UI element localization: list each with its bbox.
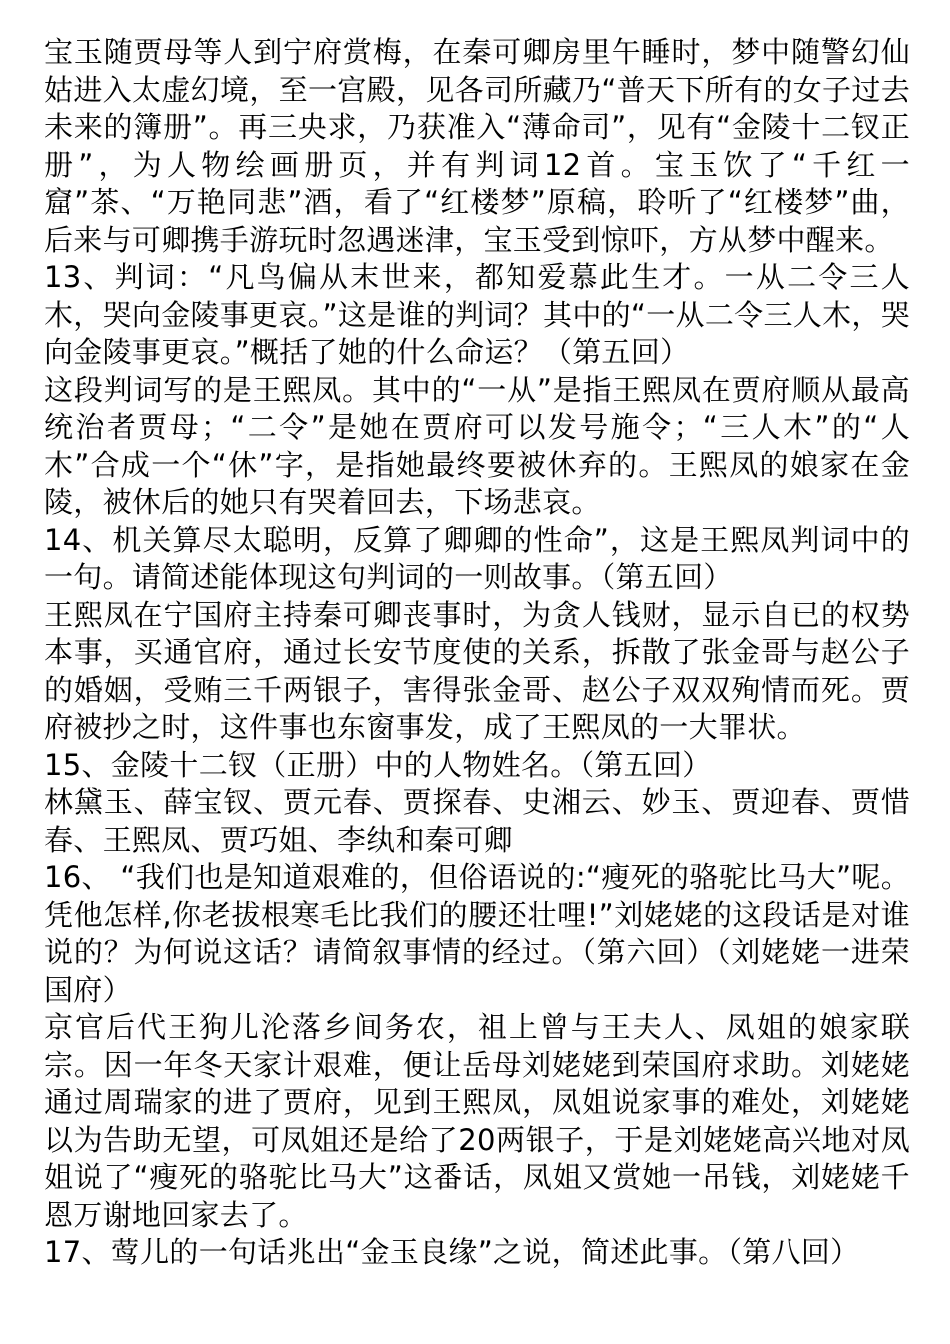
paragraph-chapter5-summary: 宝玉随贾母等人到宁府赏梅，在秦可卿房里午睡时，梦中随警幻仙姑进入太虚幻境，至一宫殿，见各司所藏乃“普天下所有的女子过去未来的簿册”。再三央求，乃获准入“薄命司”，见有“金陵十二钗正册”，为人物绘画册页，并有判词12首。宝玉饮了“千红一窟”茶、“万艳同悲”酒，看了“红楼梦”原稿，聆听了“红楼梦”曲，后来与可卿携手游玩时忽遇迷津，宝玉受到惊吓，方从梦中醒来。	[44, 35, 910, 257]
question-14: 14、机关算尽太聪明，反算了卿卿的性命”，这是王熙凤判词中的一句。请简述能体现这句判词的一则故事。（第五回）	[44, 522, 910, 594]
question-13: 13、判词：“凡鸟偏从末世来，都知爱慕此生才。一从二令三人木，哭向金陵事更哀。”这是谁的判词？其中的“一从二令三人木，哭向金陵事更哀。”概括了她的什么命运？（第五回）	[44, 260, 910, 369]
answer-16: 京官后代王狗儿沦落乡间务农，祖上曾与王夫人、凤姐的娘家联宗。因一年冬天家计艰难，便让岳母刘姥姥到荣国府求助。刘姥姥通过周瑞家的进了贾府，见到王熙凤，凤姐说家事的难处，刘姥姥以为告助无望，可凤姐还是给了20两银子，于是刘姥姥高兴地对凤姐说了“瘦死的骆驼比马大”这番话，凤姐又赏她一吊钱，刘姥姥千恩万谢地回家去了。	[44, 1010, 910, 1232]
answer-13: 这段判词写的是王熙凤。其中的“一从”是指王熙凤在贾府顺从最高统治者贾母；“二令”是她在贾府可以发号施令；“三人木”的“人木”合成一个“休”字，是指她最终要被休弃的。王熙凤的娘家在金陵，被休后的她只有哭着回去，下场悲哀。	[44, 372, 910, 519]
answer-14: 王熙凤在宁国府主持秦可卿丧事时，为贪人钱财，显示自已的权势本事，买通官府，通过长安节度使的关系，拆散了张金哥与赵公子的婚姻，受贿三千两银子，害得张金哥、赵公子双双殉情而死。贾府被抄之时，这件事也东窗事发，成了王熙凤的一大罪状。	[44, 597, 910, 744]
question-17: 17、莺儿的一句话兆出“金玉良缘”之说，简述此事。（第八回）	[44, 1235, 860, 1269]
document-page	[44, 34, 910, 1272]
answer-15: 林黛玉、薛宝钗、贾元春、贾探春、史湘云、妙玉、贾迎春、贾惜春、王熙凤、贾巧姐、李纨和秦可卿	[44, 785, 910, 857]
question-16: 16、 “我们也是知道艰难的，但俗语说的:“瘦死的骆驼比马大”呢。凭他怎样,你老拔根寒毛比我们的腰还壮哩!”刘姥姥的这段话是对谁说的？为何说这话？请简叙事情的经过。（第六回）（刘姥姥一进荣国府）	[44, 860, 910, 1007]
question-15: 15、金陵十二钗（正册）中的人物姓名。（第五回）	[44, 747, 712, 782]
